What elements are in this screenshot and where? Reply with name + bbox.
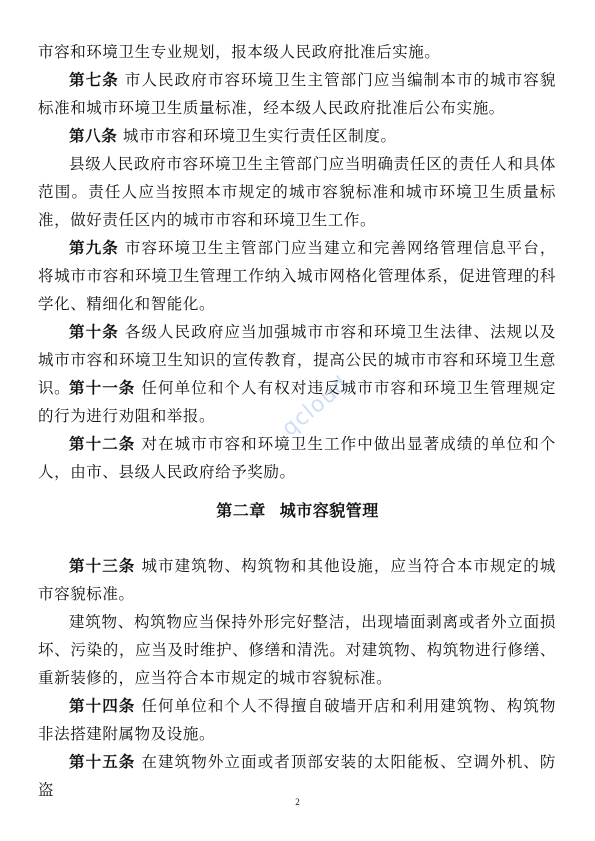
article-8 bbox=[38, 122, 556, 150]
paragraph-text: 对在城市市容和环境卫生工作中做出显著成绩的单位和个人，由市、县级人民政府给予奖励。 bbox=[38, 435, 556, 481]
chapter-title: 城市容貌管理 bbox=[279, 501, 379, 520]
paragraph-text: 市容环境卫生主管部门应当建立和完善网络管理信息平台，将城市市容和环境卫生管理工作纳入城市网格化管理体系，促进管理的科学化、精细化和智能化。 bbox=[38, 239, 556, 313]
page-number: 2 bbox=[295, 797, 300, 807]
article-13-clause bbox=[38, 608, 556, 692]
article-number: 第八条 bbox=[69, 127, 118, 145]
chapter-heading bbox=[0, 498, 595, 521]
paragraph-text: 建筑物、构筑物应当保持外形完好整洁，出现墙面剥离或者外立面损坏、污染的，应当及时维护、修缮和清洗。对建筑物、构筑物进行修缮、重新装修的，应当符合本市规定的城市容貌标准。 bbox=[38, 613, 556, 687]
paragraph-text: 市容和环境卫生专业规划，报本级人民政府批准后实施。 bbox=[38, 43, 441, 61]
paragraph-continuation bbox=[38, 38, 556, 66]
article-number: 第十一条 bbox=[69, 379, 136, 397]
article-15 bbox=[38, 748, 556, 804]
article-14 bbox=[38, 692, 556, 748]
paragraph-text: 城市建筑物、构筑物和其他设施，应当符合本市规定的城市容貌标准。 bbox=[38, 557, 556, 603]
article-8-clause bbox=[38, 150, 556, 234]
article-number: 第十五条 bbox=[69, 753, 136, 771]
paragraph-text: 任何单位和个人有权对违反城市市容和环境卫生管理规定的行为进行劝阻和举报。 bbox=[38, 379, 556, 425]
article-number: 第九条 bbox=[69, 239, 119, 257]
paragraph-text: 城市市容和环境卫生实行责任区制度。 bbox=[122, 127, 397, 145]
watermark: qcloud bbox=[277, 371, 355, 442]
article-number: 第十条 bbox=[69, 323, 119, 341]
paragraph-text: 市人民政府市容环境卫生主管部门应当编制本市的城市容貌标准和城市环境卫生质量标准，经本级人民政府批准后公布实施。 bbox=[38, 71, 556, 117]
article-number: 第十三条 bbox=[69, 557, 136, 575]
article-7 bbox=[38, 66, 556, 122]
paragraph-text: 在建筑物外立面或者顶部安装的太阳能板、空调外机、防盗 bbox=[38, 753, 556, 799]
article-9 bbox=[38, 234, 556, 318]
article-number: 第七条 bbox=[69, 71, 119, 89]
chapter-number: 第二章 bbox=[216, 501, 266, 520]
article-number: 第十二条 bbox=[69, 435, 136, 453]
paragraph-text: 县级人民政府市容环境卫生主管部门应当明确责任区的责任人和具体范围。责任人应当按照本市规定的城市容貌标准和城市环境卫生质量标准，做好责任区内的城市市容和环境卫生工作。 bbox=[38, 155, 556, 229]
paragraph-text: 任何单位和个人不得擅自破墙开店和利用建筑物、构筑物非法搭建附属物及设施。 bbox=[38, 697, 556, 743]
article-number: 第十四条 bbox=[69, 697, 136, 715]
paragraph-text: 各级人民政府应当加强城市市容和环境卫生法律、法规以及城市市容和环境卫生知识的宣传教育，提高公民的城市市容和环境卫生意识。 bbox=[38, 323, 556, 397]
article-13 bbox=[38, 552, 556, 608]
